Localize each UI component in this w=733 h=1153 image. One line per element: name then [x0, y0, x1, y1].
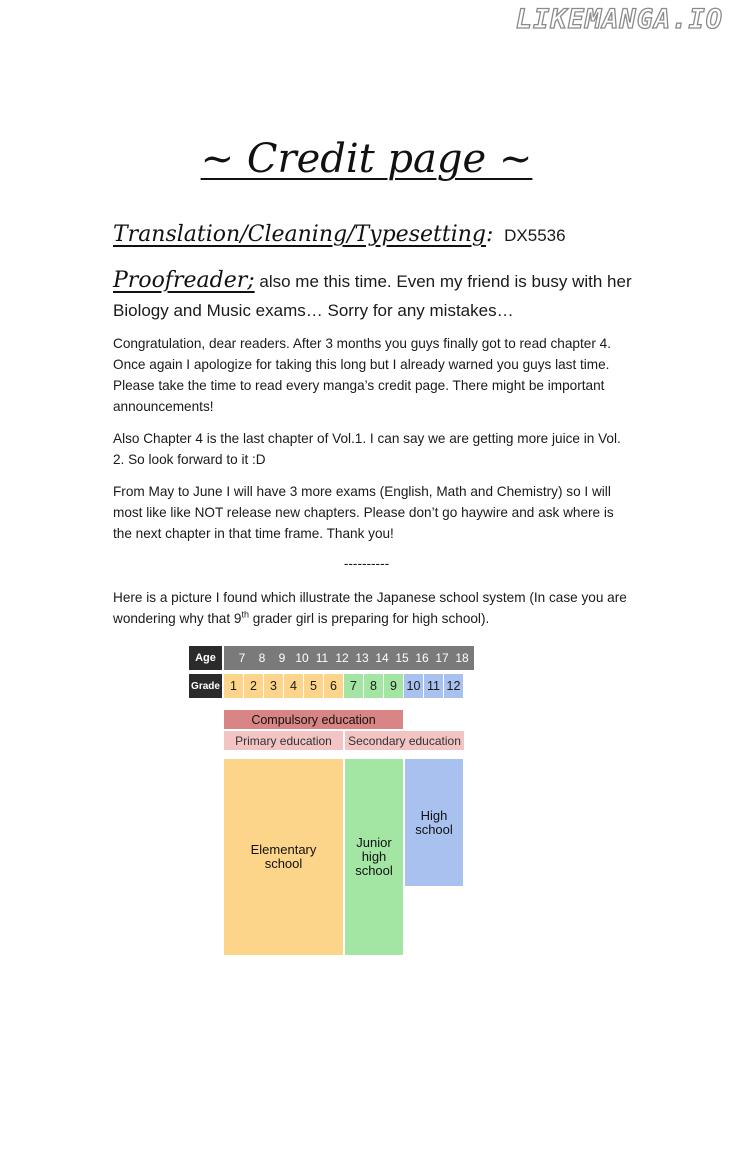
paragraph-picture-intro	[113, 587, 628, 629]
proofreader-label: Proofreader;	[113, 268, 255, 293]
translation-credit	[113, 222, 633, 247]
high-school-block: High school	[405, 759, 463, 886]
proofreader-value: also me this time. Even my friend is busy with her Biology and Music exams… Sorry for any mistakes…	[113, 272, 632, 320]
age-cell: 18	[455, 651, 469, 665]
age-cell: 11	[315, 651, 329, 665]
proofreader-credit	[113, 266, 633, 325]
age-cell: 14	[375, 651, 389, 665]
age-cell: 7	[238, 651, 246, 665]
grade-cell: 1	[224, 674, 243, 698]
age-cell: 17	[435, 651, 449, 665]
age-cell: 16	[415, 651, 429, 665]
translation-label: Translation/Cleaning/Typesetting	[113, 222, 486, 247]
intro-superscript: th	[241, 609, 249, 620]
age-cell: 13	[355, 651, 369, 665]
grade-cell: 4	[284, 674, 303, 698]
junior-high-school-block: Junior high school	[345, 759, 403, 955]
age-cell: 8	[258, 651, 266, 665]
separator: ----------	[343, 556, 390, 571]
age-header: Age	[189, 646, 222, 670]
paragraph-congratulation: Congratulation, dear readers. After 3 months you guys finally got to read chapter 4. Once again I apologize for taking this long but I already warned you guys last time. Please take the time to read every manga’s credit page. There might be important announcements!	[113, 336, 611, 414]
translation-colon: :	[485, 222, 494, 247]
grade-cell: 9	[384, 674, 403, 698]
grade-cell: 7	[344, 674, 363, 698]
page-title	[0, 136, 733, 182]
age-cell: 15	[395, 651, 409, 665]
translation-value: DX5536	[504, 226, 566, 245]
grade-cell: 6	[324, 674, 343, 698]
paragraph-volume: Also Chapter 4 is the last chapter of Vol.1. I can say we are getting more juice in Vol. 2. So look forward to it :D	[113, 431, 621, 467]
grade-cell: 3	[264, 674, 283, 698]
intro-text-end: grader girl is preparing for high school).	[248, 611, 490, 626]
site-watermark: LIKEMANGA.IO	[515, 4, 723, 35]
intro-text-start: Here is a picture I found which illustrate the Japanese school system (In case you are wondering why that 9	[113, 590, 627, 626]
grade-header: Grade	[189, 674, 222, 698]
elementary-school-block: Elementary school	[224, 759, 343, 955]
grade-cell: 11	[424, 674, 443, 698]
primary-education-band: Primary education	[224, 731, 343, 750]
grade-cell: 5	[304, 674, 323, 698]
paragraph-exams: From May to June I will have 3 more exams (English, Math and Chemistry) so I will most like like NOT release new chapters. Please don’t go haywire and ask where is the next chapter in that time frame. Thank you!	[113, 484, 614, 541]
age-cell: 12	[335, 651, 349, 665]
grade-cell: 10	[404, 674, 423, 698]
grade-cell: 2	[244, 674, 263, 698]
compulsory-education-band: Compulsory education	[224, 710, 403, 729]
grade-cell: 8	[364, 674, 383, 698]
grade-cell: 12	[444, 674, 463, 698]
secondary-education-band: Secondary education	[345, 731, 464, 750]
age-cell: 10	[295, 651, 309, 665]
age-cell: 9	[278, 651, 286, 665]
page-title-text: ~ Credit page ~	[200, 136, 533, 182]
